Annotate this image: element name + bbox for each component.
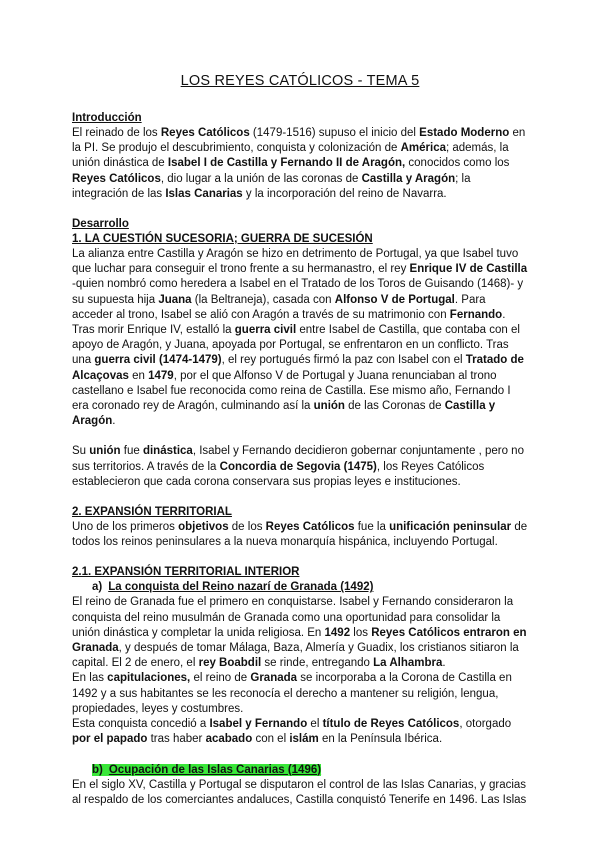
- section-1-heading: 1. LA CUESTIÓN SUCESORIA; GUERRA DE SUCESIÓN: [72, 233, 373, 246]
- text-run: Esta conquista concedió a: [72, 718, 210, 731]
- subsection-b-highlight: [92, 764, 321, 776]
- bold-text-run: Juana: [158, 293, 192, 306]
- text-run: fue la: [354, 521, 390, 534]
- subsection-a-paragraph-2: [72, 671, 528, 717]
- text-run: Uno de los primeros: [72, 521, 179, 534]
- bold-text-run: Enrique IV de Castilla: [409, 263, 528, 276]
- text-run: tras haber: [147, 733, 206, 746]
- section-2-1-heading: 2.1. EXPANSIÓN TERRITORIAL INTERIOR: [72, 566, 300, 579]
- text-run: con el: [252, 733, 290, 746]
- bold-text-run: rey Boabdil: [198, 657, 262, 670]
- text-run: . Tras morir Enrique IV, estalló la: [72, 308, 506, 337]
- text-run: , los Reyes Católicos establecieron que cada corona conservara sus propias leyes e instituciones.: [72, 460, 485, 488]
- text-run: . Para acceder al trono, Isabel se alió con Aragón a través de su matrimonio con: [72, 293, 486, 321]
- bold-text-run: Alfonso V de Portugal: [334, 293, 455, 306]
- text-run: , Isabel y Fernando decidieron gobernar conjuntamente , pero no sus territorios. A través de la: [72, 445, 524, 473]
- section-2-paragraph-1: [72, 520, 528, 550]
- bold-text-run: Reyes Católicos: [160, 127, 250, 139]
- bold-text-run: Concordia de Segovia (1475): [219, 460, 377, 473]
- text-run: en la PI. Se produjo el descubrimiento, conquista y colonización de: [72, 127, 526, 155]
- intro-paragraph: [72, 126, 528, 202]
- bold-text-run: capitulaciones,: [107, 672, 191, 685]
- bold-text-run: Reyes Católicos entraron en Granada: [72, 626, 527, 655]
- bold-text-run: Castilla y Aragón: [72, 400, 496, 428]
- bold-text-run: América: [400, 142, 446, 155]
- text-run: Su: [72, 445, 90, 458]
- text-run: En las: [72, 672, 108, 685]
- bold-text-run: Castilla y Aragón: [361, 172, 456, 185]
- subsection-a-paragraph-3: [72, 717, 528, 747]
- bold-text-run: unión: [89, 445, 121, 458]
- text-run: , otorgado: [459, 718, 512, 731]
- bold-text-run: islám: [289, 733, 319, 746]
- text-run: , dio lugar a la unión de las coronas de: [160, 172, 362, 185]
- subsection-b-heading: [92, 763, 528, 778]
- subsection-a-letter: a): [92, 581, 103, 594]
- subsection-a-paragraph-1: [72, 595, 528, 671]
- bold-text-run: Reyes Católicos: [72, 172, 161, 185]
- bold-text-run: Isabel y Fernando: [209, 718, 308, 731]
- text-run: fue: [120, 445, 143, 458]
- subsection-b-paragraph-1: [72, 778, 528, 808]
- subsection-a-heading: [92, 580, 528, 595]
- bold-text-run: guerra civil (1474-1479): [94, 354, 222, 367]
- bold-text-run: Granada: [250, 672, 298, 685]
- text-run: conocidos como los: [405, 157, 510, 170]
- section-2-heading: 2. EXPANSIÓN TERRITORIAL: [72, 506, 232, 519]
- text-run: de las Coronas de: [344, 400, 445, 413]
- text-run: En el siglo XV, Castilla y Portugal se disputaron el control de las Islas Canarias, y gracias al respaldo de los comerciantes andaluces, Castilla conquistó Tenerife en 1496. Las Islas: [72, 778, 527, 806]
- text-run: y la incorporación del reino de Navarra.: [242, 187, 447, 200]
- bold-text-run: por el papado: [72, 733, 148, 746]
- text-run: ; además, la unión dinástica de: [72, 142, 509, 170]
- bold-text-run: La Alhambra: [373, 657, 443, 670]
- text-run: -quien nombró como heredera a Isabel en el Tratado de los Toros de Guisando (1468)- y su supuesta hija: [72, 278, 524, 306]
- document-title: LOS REYES CATÓLICOS - TEMA 5: [180, 73, 420, 89]
- bold-text-run: Islas Canarias: [165, 187, 243, 200]
- subsection-b-title: Ocupación de las Islas Canarias (1496): [108, 763, 322, 776]
- text-run: (1479-1516) supuso el inicio del: [249, 127, 420, 139]
- text-run: en la Península Ibérica.: [318, 733, 443, 746]
- bold-text-run: acabado: [205, 733, 253, 746]
- bold-text-run: Isabel I de Castilla y Fernando II de Aragón,: [167, 157, 406, 170]
- text-run: entre Isabel de Castilla, que contaba con el apoyo de Aragón, y Juana, apoyada por Portugal, se enfrentaron en un conflicto. Tras una: [72, 324, 520, 367]
- bold-text-run: Fernando: [449, 308, 503, 321]
- bold-text-run: unificación peninsular: [389, 521, 512, 534]
- text-run: en: [128, 369, 149, 382]
- desarrollo-label: Desarrollo: [72, 218, 129, 231]
- text-run: el: [307, 718, 323, 731]
- subsection-a-title: La conquista del Reino nazarí de Granada (1492): [108, 581, 374, 594]
- text-run: El reinado de los: [72, 127, 161, 139]
- text-run: El reino de Granada fue el primero en conquistarse. Isabel y Fernando consideraron la conquista del reino musulmán de Granada como una oportunidad para consolidar la unión dinástica y completar la unida religiosa. En: [72, 596, 514, 639]
- bold-text-run: objetivos: [178, 521, 229, 534]
- text-run: , y después de tomar Málaga, Baza, Almería y Guadix, los cristianos sitiaron la capital. El 2 de enero, el: [72, 642, 519, 670]
- subsection-b-letter: b): [92, 763, 103, 776]
- text-run: .: [442, 657, 446, 670]
- text-run: de los: [228, 521, 266, 534]
- bold-text-run: título de Reyes Católicos: [322, 718, 460, 731]
- section-1-paragraph-1: [72, 247, 528, 429]
- text-run: se incorporaba a la Corona de Castilla en 1492 y a sus habitantes se les reconocía el derecho a mantener su religión, lengua, propiedades, leyes y costumbres.: [72, 672, 512, 715]
- bold-text-run: Estado Moderno: [419, 127, 510, 139]
- bold-text-run: Tratado de Alcaçovas: [72, 354, 524, 382]
- bold-text-run: dinástica: [142, 445, 193, 458]
- text-run: .: [112, 415, 116, 428]
- intro-label: Introducción: [72, 112, 142, 124]
- bold-text-run: Reyes Católicos: [265, 521, 355, 534]
- section-1-paragraph-2: [72, 444, 528, 490]
- text-run: se rinde, entregando: [261, 657, 374, 670]
- bold-text-run: 1492: [324, 626, 351, 639]
- text-run: los: [350, 626, 372, 639]
- text-run: ; la integración de las: [72, 172, 471, 200]
- text-run: La alianza entre Castilla y Aragón se hizo en detrimento de Portugal, ya que Isabel tuvo que luchar para conseguir el trono frente a su hermanastro, el rey: [72, 248, 519, 276]
- text-run: de todos los reinos peninsulares a la nueva monarquía hispánica, incluyendo Portugal.: [72, 521, 528, 549]
- bold-text-run: guerra civil: [234, 324, 297, 337]
- text-run: , el rey portugués firmó la paz con Isabel con el: [221, 354, 466, 367]
- bold-text-run: 1479: [148, 369, 174, 382]
- text-run: , por el que Alfonso V de Portugal y Juana renunciaban al trono castellano e Isabel fue reconocida como reina de Castilla. Ese mismo año, Fernando I era coronado rey de Aragón, culminando así la: [72, 369, 511, 413]
- text-run: el reino de: [190, 672, 251, 685]
- text-run: (la Beltraneja), casada con: [191, 293, 335, 306]
- bold-text-run: unión: [313, 400, 345, 413]
